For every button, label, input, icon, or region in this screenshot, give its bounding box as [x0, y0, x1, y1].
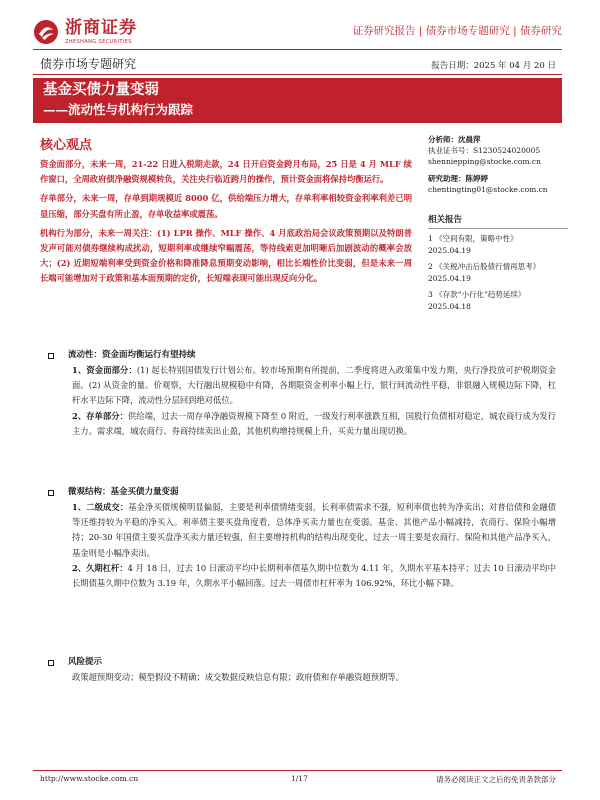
core-view-heading: 核心观点	[40, 138, 93, 153]
report-date: 报告日期：2025 年 04 月 20 日	[431, 61, 556, 71]
section-risk	[48, 655, 556, 685]
section-heading	[48, 655, 556, 670]
assistant-email[interactable]: chentingting01@stocke.com.cn	[428, 185, 548, 194]
related-report-title[interactable]: 2 《关税冲击后股债行情再思考》	[428, 262, 541, 271]
section-paragraph	[48, 561, 556, 591]
para-lead: 1、二级成交：	[72, 502, 129, 512]
section-heading	[48, 485, 556, 500]
section-microstructure	[48, 485, 556, 591]
company-logo	[33, 14, 183, 50]
report-title: 基金买债力量变弱	[43, 81, 159, 98]
checkbox-square-icon	[48, 490, 54, 496]
related-report-title[interactable]: 3 《存款“小行化”趋势延续》	[428, 290, 526, 299]
section-heading-text: 流动性：资金面均衡运行有望持续	[68, 350, 196, 360]
checkbox-square-icon	[48, 353, 54, 359]
analyst-sidebar	[428, 134, 568, 317]
section-heading-text: 微观结构：基金买债力量变弱	[68, 487, 179, 497]
section-paragraph	[48, 363, 556, 409]
logo-mark-icon	[33, 19, 59, 45]
core-paragraph: 存单部分，未来一周，存单到期规模近 8000 亿，供给端压力增大，存单利率相较资金利率利差已明显压缩，部分买盘有所止盈，存单收益率或震荡。	[40, 193, 412, 219]
header-divider-2	[33, 74, 562, 75]
assistant-name: 研究助理：陈婷婷	[428, 174, 488, 183]
para-text: 政策超预期变动；模型假设不精确；成交数据反映信息有限；政府债和存单融资超预期等。	[72, 672, 404, 682]
related-report-date: 2025.04.19	[428, 246, 471, 255]
related-report-title[interactable]: 1 《空间有限，策略中性》	[428, 234, 518, 243]
section-liquidity	[48, 348, 556, 439]
footer-disclaimer: 请务必阅读正文之后的免责条款部分	[436, 775, 556, 784]
section-heading	[48, 348, 556, 363]
para-text: (1) 起长特别国债发行计划公布。较市场预期有所提前，二季度将进入政策集中发力期，央行净投放可护税期资金面。(2) 从资金的量、价观察，大行融出规模稳中有降，各期限资金利率小幅上行，银行间流动性平稳，非银融入规模边际下降，杠杆水平边际下降，流动性分层回到绝对低位。	[72, 365, 556, 406]
section-paragraph	[48, 500, 556, 561]
para-lead: 2、久期杠杆：	[72, 562, 128, 573]
analyst-email[interactable]: shenniepping@stocke.com.cn	[428, 157, 541, 166]
related-report-date: 2025.04.19	[428, 274, 471, 283]
checkbox-square-icon	[48, 660, 54, 666]
section-paragraph	[48, 409, 556, 439]
logo-cn-text: 浙商证券	[65, 17, 137, 38]
para-lead: 2、存单部分：	[72, 410, 128, 421]
core-view-body	[40, 157, 412, 291]
footer-url[interactable]: http://www.stocke.com.cn	[40, 774, 139, 783]
related-report-item[interactable]	[428, 289, 568, 313]
logo-en-text: ZHESHANG SECURITIES	[65, 38, 132, 45]
para-lead: 1、资金面部分：	[72, 365, 137, 375]
core-paragraph: 机构行为部分，未来一周关注：(1) LPR 操作、MLF 操作、4 月底政治局会议政策预期以及特朗普发声可能对债券继续构成扰动，短期利率或继续窄幅震荡，等待线索更加明晰后加剧波动的概率会放大；(2) 近期短端利率受到资金价格和降准降息预期变动影响，相比长端性价比变弱，但是未来一周长端可能增加对于政策和基本面预期的定价，长短端表现可能出现反向分化。	[40, 227, 412, 284]
footer-divider	[33, 770, 562, 771]
section-paragraph	[48, 670, 556, 685]
analyst-cert: 执业证书号：S1230524020005	[428, 146, 541, 155]
page-number: 1/17	[291, 774, 308, 783]
analyst-name: 分析师：沈晨萍	[428, 135, 481, 144]
report-category-breadcrumb: 证券研究报告 | 债券市场专题研究 | 债券研究	[352, 25, 562, 37]
para-text: 基金净买债规模明显偏弱，主要是利率债情绪变弱，长利率债需求不强，短利率债也转为净卖出；对普信债和金融债等还维持较为平稳的净买入。利率债主要买盘角度看，总体净买卖力量也在变弱。基金、其他产品小幅减持，农商行、保险小幅增持；20-30 年国债主要买盘净买卖力量还较强，但主要增持机构的结构出现变化，过去一周主要是农商行、保险和其他产品净买入，基金则是小幅净卖出。	[72, 502, 556, 558]
report-type: 债券市场专题研究	[40, 57, 137, 71]
core-paragraph: 资金面部分，未来一周，21-22 日进入税期走款，24 日开启资金跨月布局，25 日是 4 月 MLF 续作窗口，全周政府债净融资规模转负，关注央行临近跨月的操作，预计资金面将保持均衡运行。	[40, 159, 412, 185]
report-subtitle: ——流动性与机构行为跟踪	[43, 102, 194, 117]
related-reports-heading: 相关报告	[428, 215, 568, 229]
title-banner	[33, 78, 562, 123]
section-heading-text: 风险提示	[68, 657, 103, 667]
para-text: 供给端，过去一周存单净融资规模下降至 0 附近，一级发行利率涨跌互相，国股行负债相对稳定，城农商行成为发行主力。需求端，城农商行、券商持续卖出止盈，其他机构增持规模上升，买卖力量出现切换。	[72, 410, 556, 436]
related-report-item[interactable]	[428, 233, 568, 257]
related-report-date: 2025.04.18	[428, 302, 471, 311]
related-report-item[interactable]	[428, 261, 568, 285]
related-reports-list	[428, 233, 568, 313]
header-divider	[33, 49, 562, 50]
para-text: 4 月 18 日，过去 10 日滚动平均中长期利率债基久期中位数为 4.11 年，久期水平基本持平；过去 10 日滚动平均中长期债基久期中位数为 3.19 年，久期水平小幅回落。过去一周债市杠杆率为 106.92%，环比小幅下降。	[72, 562, 556, 589]
